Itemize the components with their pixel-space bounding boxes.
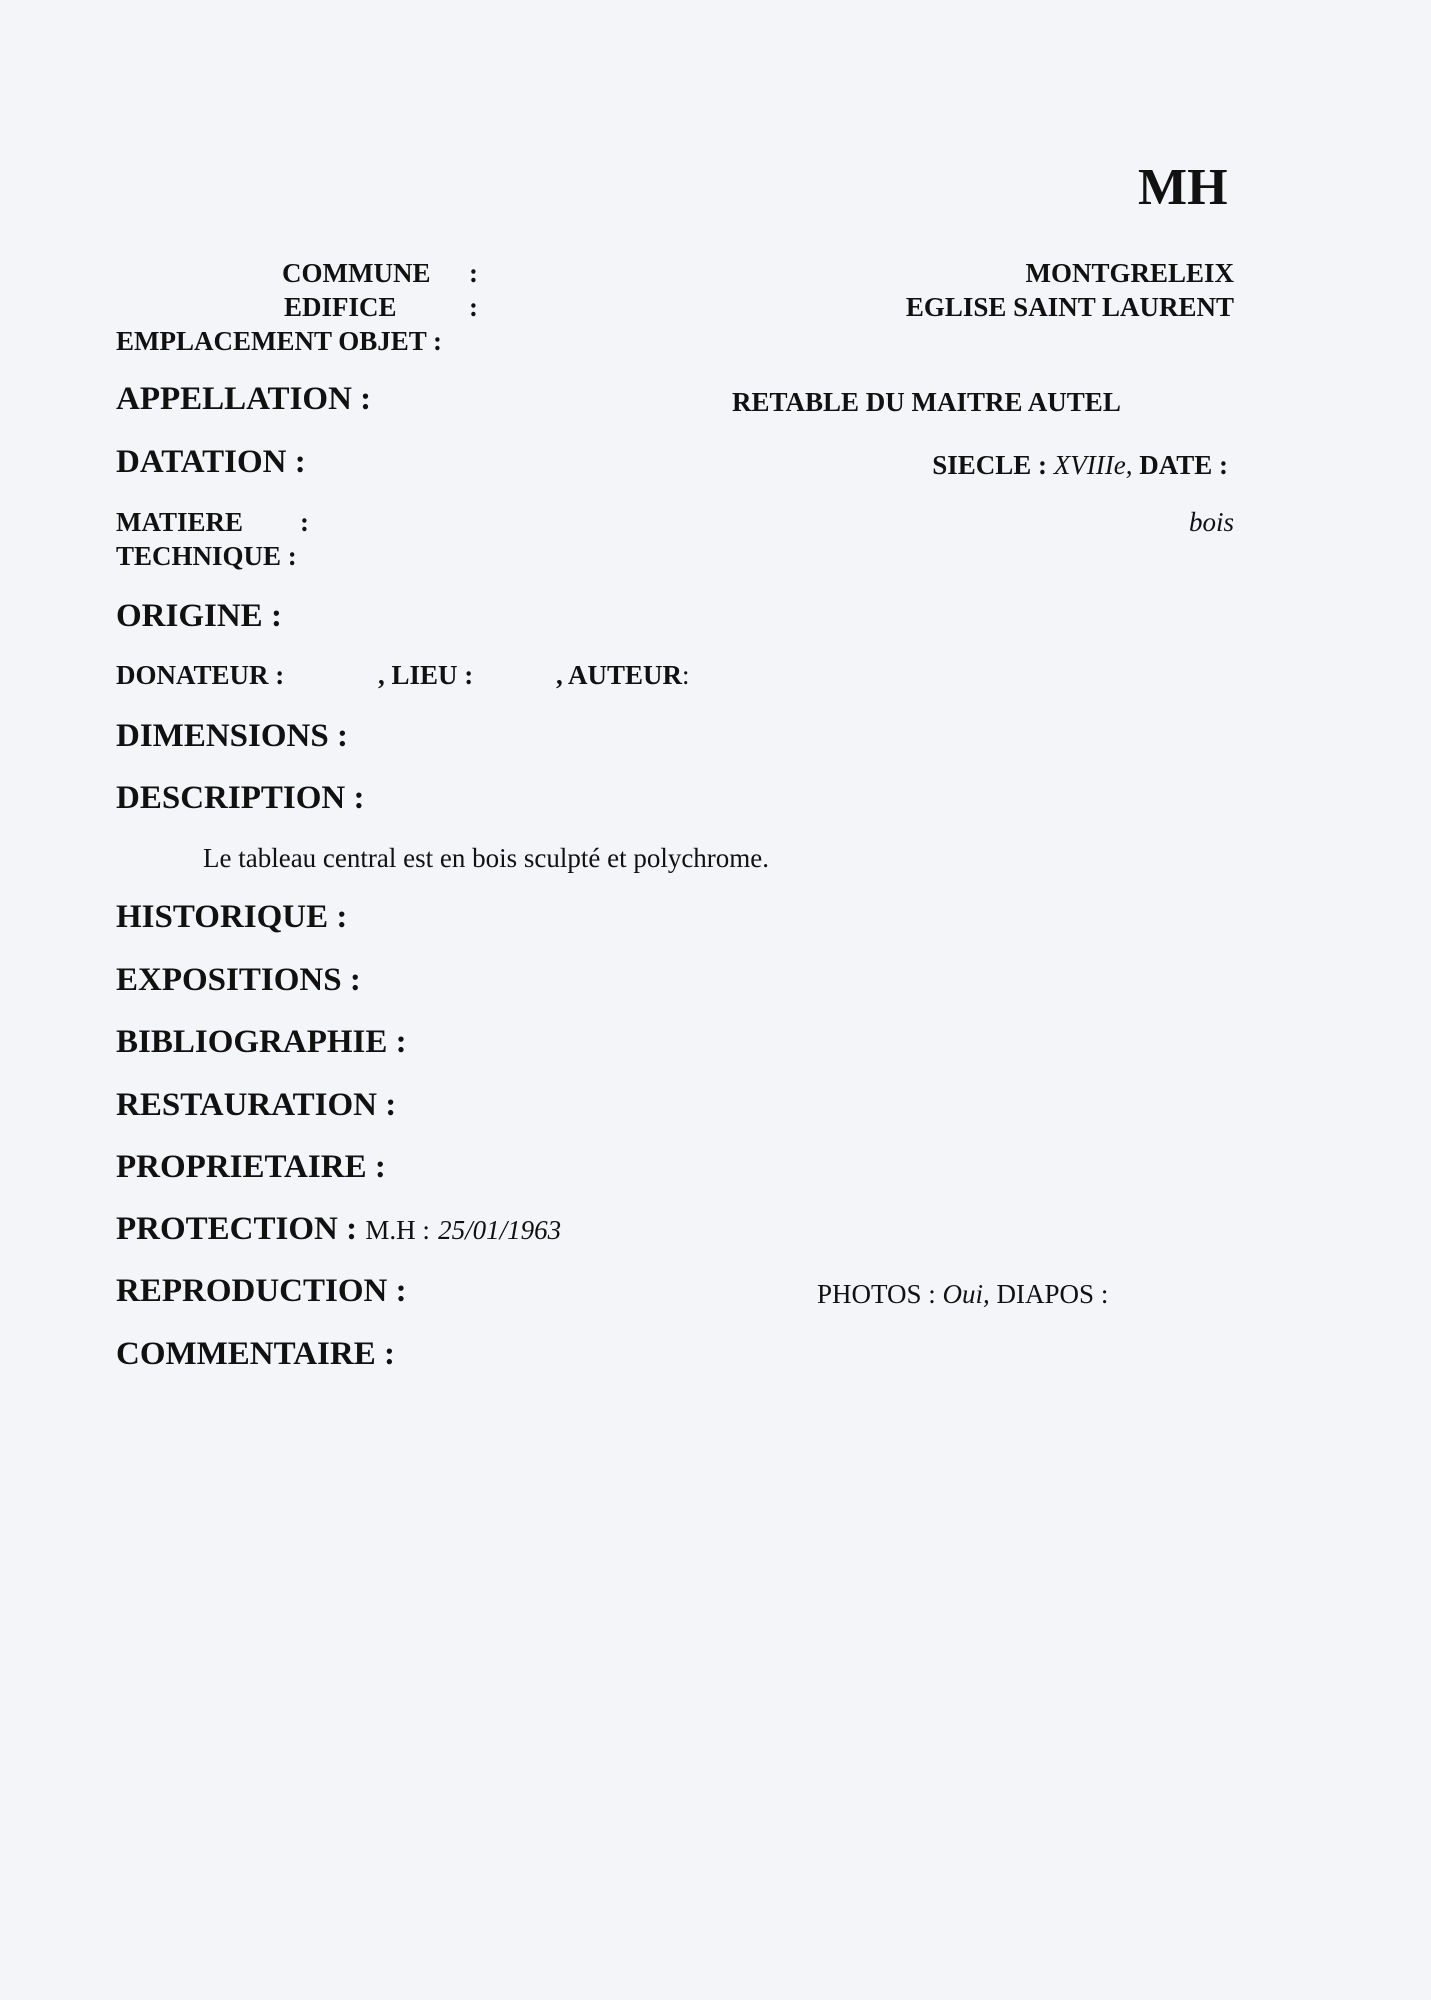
expositions-label: EXPOSITIONS : [116, 962, 361, 998]
commune-label: COMMUNE [282, 258, 431, 288]
reproduction-label: REPRODUCTION : [116, 1273, 407, 1309]
protection-label: PROTECTION : [116, 1211, 358, 1247]
reproduction-media-line [817, 1279, 1108, 1310]
datation-siecle-line [932, 450, 1228, 481]
photos-label: PHOTOS : [817, 1279, 936, 1309]
dimensions-label: DIMENSIONS : [116, 718, 348, 754]
description-text: Le tableau central est en bois sculpté et polychrome. [203, 843, 770, 873]
protection-line [116, 1211, 561, 1248]
photos-value: Oui, [942, 1279, 990, 1309]
proprietaire-label: PROPRIETAIRE : [116, 1149, 386, 1185]
donateur-label: DONATEUR : [116, 660, 285, 690]
commentaire-label: COMMENTAIRE : [116, 1336, 395, 1372]
matiere-value: bois [1188, 507, 1234, 537]
commune-colon: : [469, 258, 478, 288]
date-label: DATE : [1139, 450, 1228, 480]
edifice-colon: : [469, 292, 478, 322]
bibliographie-label: BIBLIOGRAPHIE : [116, 1024, 407, 1060]
commune-value: MONTGRELEIX [1025, 258, 1234, 288]
protection-date: 25/01/1963 [438, 1215, 562, 1245]
edifice-value: EGLISE SAINT LAURENT [905, 292, 1234, 322]
origine-label: ORIGINE : [116, 598, 282, 634]
auteur-label-text: , AUTEUR [556, 660, 683, 690]
matiere-colon: : [300, 507, 309, 537]
auteur-colon: : [682, 660, 690, 690]
restauration-label: RESTAURATION : [116, 1087, 397, 1123]
emplacement-label: EMPLACEMENT OBJET : [116, 326, 443, 356]
appellation-label: APPELLATION : [116, 381, 372, 417]
datation-label: DATATION : [116, 444, 306, 480]
header-code: MH [1138, 159, 1228, 216]
technique-label: TECHNIQUE : [116, 541, 297, 571]
matiere-label: MATIERE [116, 507, 244, 537]
description-label: DESCRIPTION : [116, 780, 365, 816]
historique-label: HISTORIQUE : [116, 899, 348, 935]
diapos-label: DIAPOS : [996, 1279, 1109, 1309]
protection-type: M.H : [365, 1215, 430, 1245]
lieu-label: , LIEU : [378, 660, 474, 690]
edifice-label: EDIFICE [284, 292, 397, 322]
appellation-value: RETABLE DU MAITRE AUTEL [732, 387, 1121, 417]
siecle-label: SIECLE : [932, 450, 1048, 480]
auteur-label [556, 660, 690, 691]
siecle-value: XVIIIe, [1053, 450, 1133, 480]
